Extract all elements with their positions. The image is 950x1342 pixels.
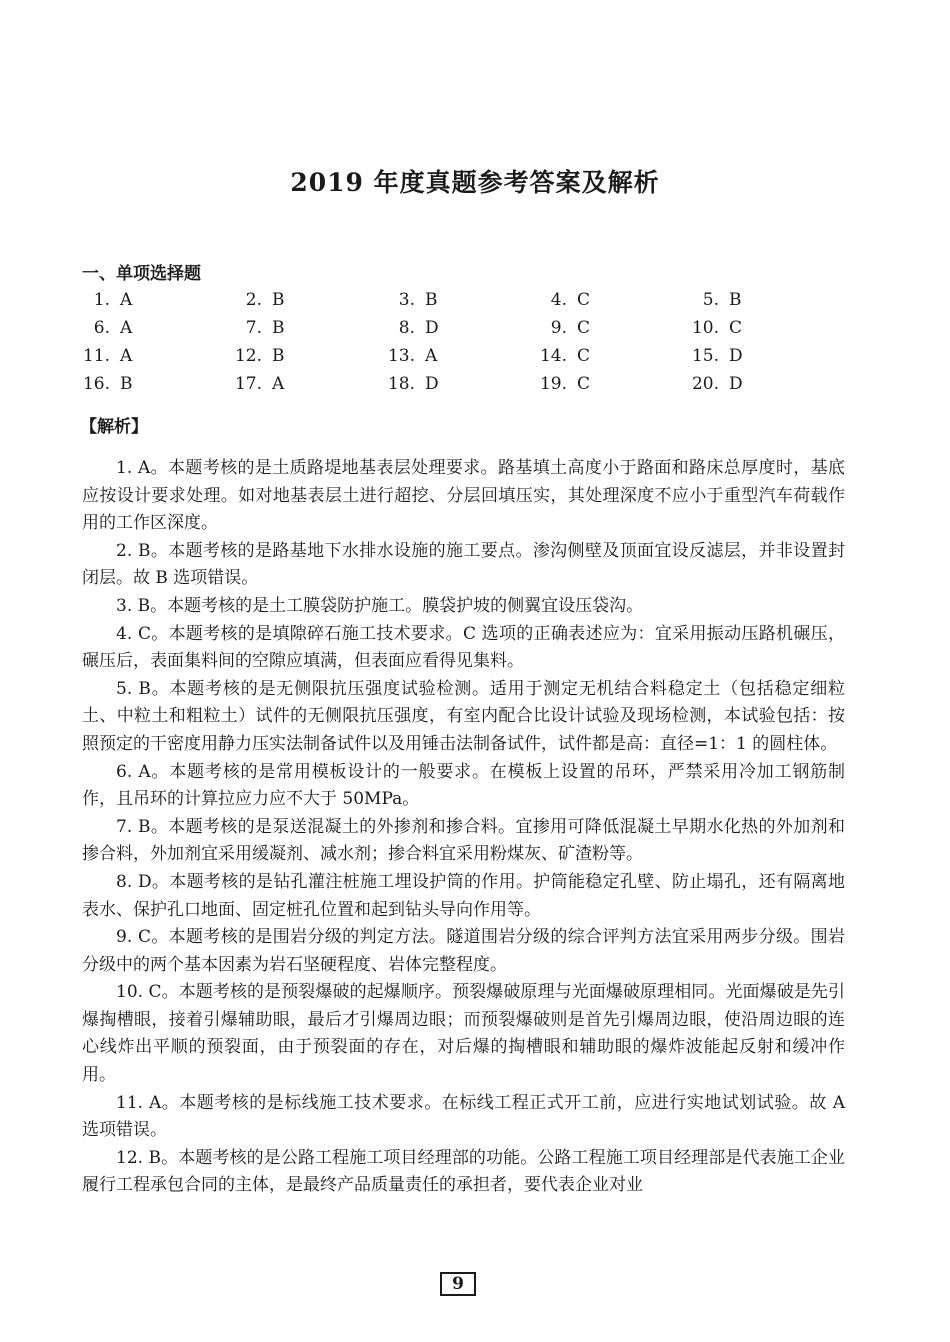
answer-item: [387, 370, 439, 398]
answer-row: [0, 370, 950, 398]
section-heading-single-choice: 一、单项选择题: [82, 264, 201, 284]
answer-choice: D: [425, 318, 439, 338]
analysis-paragraph: 10. C。本题考核的是预裂爆破的起爆顺序。预裂爆破原理与光面爆破原理相同。光面爆破是先引爆掏槽眼，接着引爆辅助眼，最后才引爆周边眼；而预裂爆破则是首先引爆周边眼，使沿周边眼的连心线炸出平顺的预裂面，由于预裂面的存在，对后爆的掏槽眼和辅助眼的爆炸波能起反射和缓冲作用。: [82, 982, 845, 1086]
answer-item: [539, 286, 590, 314]
answer-number: 11.: [82, 346, 110, 366]
answer-row: [0, 286, 950, 314]
answer-choice: D: [729, 346, 743, 366]
page-title: 2019 年度真题参考答案及解析: [290, 168, 660, 197]
answer-item: [691, 342, 743, 370]
analysis-paragraph: 11. A。本题考核的是标线施工技术要求。在标线工程正式开工前，应进行实地试划试验。故 A 选项错误。: [82, 1092, 845, 1141]
analysis-paragraph: 12. B。本题考核的是公路工程施工项目经理部的功能。公路工程施工项目经理部是代表施工企业履行工程承包合同的主体，是最终产品质量责任的承担者，要代表企业对业: [82, 1147, 845, 1196]
answer-item: [234, 286, 285, 314]
answer-item: [387, 342, 437, 370]
answer-number: 18.: [387, 374, 415, 394]
answer-number: 5.: [702, 290, 719, 310]
page-number: 9: [440, 1272, 476, 1296]
answer-number: 1.: [93, 290, 110, 310]
answer-choice: A: [120, 290, 133, 310]
answer-item: [539, 342, 590, 370]
answer-number: 13.: [387, 346, 415, 366]
answer-number: 12.: [234, 346, 262, 366]
analysis-body: [82, 455, 845, 1200]
answer-number: 19.: [539, 374, 567, 394]
answer-number: 14.: [539, 346, 567, 366]
answer-choice: D: [425, 374, 439, 394]
answer-key-grid: [0, 286, 950, 398]
answer-choice: B: [272, 290, 285, 310]
answer-item: [82, 342, 132, 370]
answer-item: [691, 286, 742, 314]
answer-choice: B: [729, 290, 742, 310]
answer-item: [387, 314, 439, 342]
analysis-paragraph: 3. B。本题考核的是土工膜袋防护施工。膜袋护坡的侧翼宜设压袋沟。: [116, 595, 644, 616]
answer-item: [234, 314, 285, 342]
analysis-heading: 【解析】: [80, 417, 148, 437]
answer-number: 4.: [550, 290, 567, 310]
answer-item: [691, 370, 743, 398]
answer-item: [539, 370, 590, 398]
answer-item: [82, 286, 132, 314]
answer-choice: C: [577, 374, 591, 394]
answer-item: [234, 370, 284, 398]
answer-choice: B: [272, 346, 285, 366]
answer-item: [539, 314, 590, 342]
answer-choice: D: [729, 374, 743, 394]
answer-choice: C: [577, 318, 591, 338]
answer-number: 20.: [691, 374, 719, 394]
answer-number: 15.: [691, 346, 719, 366]
answer-row: [0, 314, 950, 342]
analysis-paragraph: 7. B。本题考核的是泵送混凝土的外掺剂和掺合料。宜掺用可降低混凝土早期水化热的外加剂和掺合料，外加剂宜采用缓凝剂、减水剂；掺合料宜采用粉煤灰、矿渣粉等。: [82, 816, 845, 865]
answer-number: 2.: [245, 290, 262, 310]
analysis-paragraph: 5. B。本题考核的是无侧限抗压强度试验检测。适用于测定无机结合料稳定土（包括稳定细粒土、中粒土和粗粒土）试件的无侧限抗压强度，有室内配合比设计试验及现场检测，本试验包括：按照预定的干密度用静力压实法制备试件以及用锤击法制备试件，试件都是高：直径=1：1 的圆柱体。: [82, 678, 845, 754]
answer-row: [0, 342, 950, 370]
analysis-paragraph: 4. C。本题考核的是填隙碎石施工技术要求。C 选项的正确表述应为：宜采用振动压路机碾压，碾压后，表面集料间的空隙应填满，但表面应看得见集料。: [82, 623, 845, 672]
analysis-paragraph: 2. B。本题考核的是路基地下水排水设施的施工要点。渗沟侧壁及顶面宜设反滤层，并非设置封闭层。故 B 选项错误。: [82, 540, 845, 589]
answer-choice: A: [120, 318, 133, 338]
analysis-paragraph: 8. D。本题考核的是钻孔灌注桩施工埋设护筒的作用。护筒能稳定孔壁、防止塌孔，还有隔离地表水、保护孔口地面、固定桩孔位置和起到钻头导向作用等。: [82, 871, 845, 920]
answer-item: [691, 314, 742, 342]
answer-choice: B: [425, 290, 438, 310]
answer-number: 10.: [691, 318, 719, 338]
analysis-paragraph: 6. A。本题考核的是常用模板设计的一般要求。在模板上设置的吊环，严禁采用冷加工钢筋制作，且吊环的计算拉应力应不大于 50MPa。: [82, 761, 845, 810]
answer-number: 7.: [245, 318, 262, 338]
answer-number: 9.: [550, 318, 567, 338]
analysis-paragraph: 9. C。本题考核的是围岩分级的判定方法。隧道围岩分级的综合评判方法宜采用两步分级。围岩分级中的两个基本因素为岩石坚硬程度、岩体完整程度。: [82, 927, 845, 975]
answer-choice: C: [577, 290, 591, 310]
answer-number: 3.: [398, 290, 415, 310]
answer-choice: A: [272, 374, 285, 394]
analysis-paragraph: 1. A。本题考核的是土质路堤地基表层处理要求。路基填土高度小于路面和路床总厚度时，基底应按设计要求处理。如对地基表层土进行超挖、分层回填压实，其处理深度不应小于重型汽车荷载作用的工作区深度。: [82, 458, 845, 534]
answer-choice: B: [272, 318, 285, 338]
answer-number: 6.: [93, 318, 110, 338]
answer-number: 16.: [82, 374, 110, 394]
answer-item: [82, 370, 133, 398]
answer-choice: A: [425, 346, 438, 366]
answer-item: [387, 286, 438, 314]
answer-number: 17.: [234, 374, 262, 394]
answer-choice: C: [729, 318, 743, 338]
answer-choice: B: [120, 374, 133, 394]
answer-item: [82, 314, 132, 342]
answer-item: [234, 342, 285, 370]
answer-choice: C: [577, 346, 591, 366]
answer-number: 8.: [398, 318, 415, 338]
answer-choice: A: [120, 346, 133, 366]
